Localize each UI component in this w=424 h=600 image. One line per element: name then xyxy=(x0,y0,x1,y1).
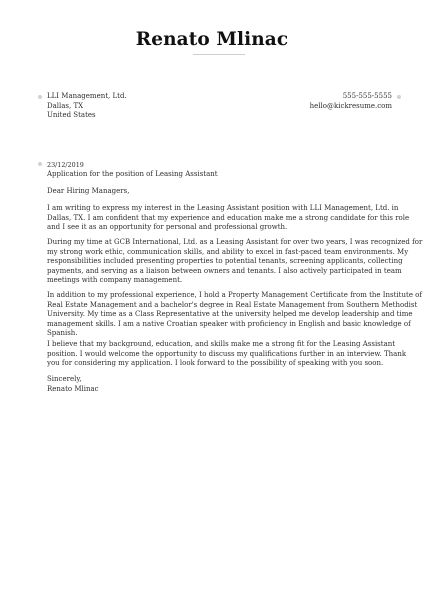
paragraph-line: University. My time as a Class Representative at the university helped me develop leadership and time xyxy=(47,310,413,319)
paragraph-line: payments, and serving as a liaison between owners and tenants. I also actively participated in team xyxy=(47,266,402,275)
applicant-name-heading: Renato Mlinac xyxy=(135,29,289,50)
contact-bullet-icon xyxy=(397,95,401,99)
letter-greeting: Dear Hiring Managers, xyxy=(47,187,130,195)
recipient-country: United States xyxy=(47,111,96,120)
letter-date: 23/12/2019 xyxy=(47,161,84,169)
sender-contact xyxy=(310,92,392,111)
paragraph-line: and I see it as an opportunity for personal and professional growth. xyxy=(47,223,288,232)
letter-closing-block xyxy=(47,375,382,394)
letter-signature: Renato Mlinac xyxy=(47,384,99,393)
paragraph-line: I am writing to express my interest in the Leasing Assistant position with LLI Management, Ltd. in xyxy=(47,204,399,212)
date-bullet-icon xyxy=(38,162,42,166)
recipient-company: LLI Management, Ltd. xyxy=(47,92,127,100)
letter-paragraph xyxy=(47,340,407,369)
name-divider xyxy=(193,54,245,55)
letter-subject: Application for the position of Leasing Assistant xyxy=(47,170,218,178)
letter-closing: Sincerely, xyxy=(47,375,82,383)
paragraph-line: my strong work ethic, communication skills, and ability to excel in fast-paced team environments. My xyxy=(47,247,409,256)
paragraph-line: Real Estate Management and a bachelor's degree in Real Estate Management from Southern Methodist xyxy=(47,300,418,309)
paragraph-line: Spanish. xyxy=(47,329,78,338)
paragraph-line: meetings with company management. xyxy=(47,276,183,285)
recipient-address xyxy=(47,92,127,121)
paragraph-line: you for considering my application. I look forward to the possibility of speaking with you soon. xyxy=(47,359,384,368)
email-address: hello@kickresume.com xyxy=(309,101,392,110)
letter-paragraph xyxy=(47,204,410,233)
paragraph-line: Dallas, TX. I am confident that my experience and education make me a strong candidate for this role xyxy=(47,213,410,222)
letter-paragraph xyxy=(47,238,423,286)
recipient-city: Dallas, TX xyxy=(47,101,84,110)
paragraph-line: During my time at GCB International, Ltd. as a Leasing Assistant for over two years, I was recognized for xyxy=(47,238,423,246)
paragraph-line: responsibilities included presenting properties to potential tenants, screening applicants, collecting xyxy=(47,257,403,266)
paragraph-line: I believe that my background, education, and skills make me a strong fit for the Leasing Assistant xyxy=(47,340,396,348)
letter-paragraph xyxy=(47,291,422,339)
paragraph-line: management skills. I am a native Croatian speaker with proficiency in English and basic knowledge of xyxy=(47,319,411,328)
phone-number: 555-555-5555 xyxy=(342,92,392,100)
paragraph-line: In addition to my professional experience, I hold a Property Management Certificate from the Institute of xyxy=(47,291,422,299)
paragraph-line: position. I would welcome the opportunity to discuss my qualifications further in an interview. Thank xyxy=(47,349,407,358)
address-bullet-icon xyxy=(38,95,42,99)
